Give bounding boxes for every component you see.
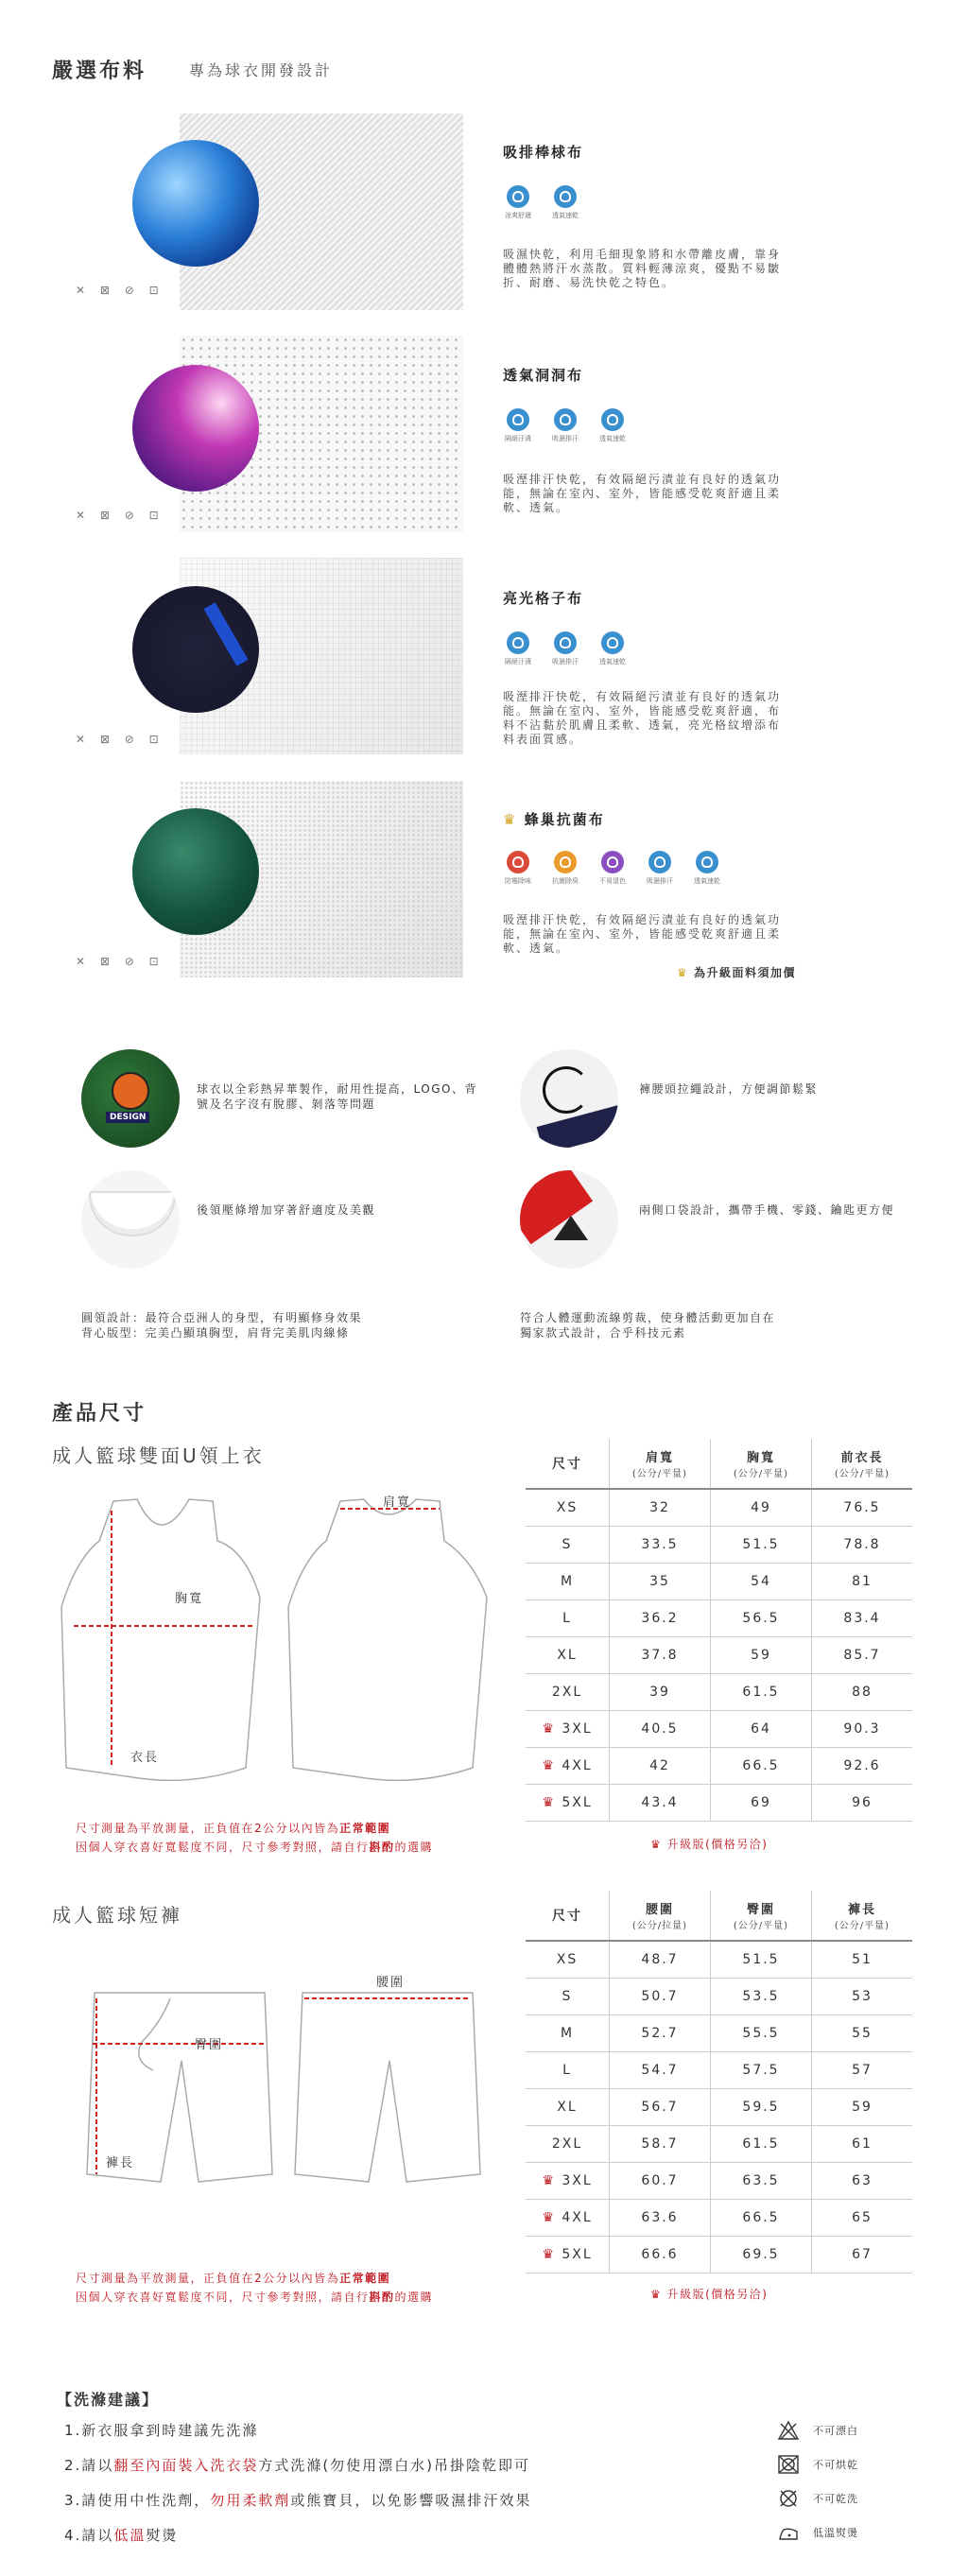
feature-icon: 涼爽舒適 <box>499 185 537 220</box>
feature-text: 兩側口袋設計，攜帶手機、零錢、鑰匙更方便 <box>639 1203 895 1217</box>
value-cell: 53.5 <box>711 1979 812 2015</box>
value-cell: 56.5 <box>711 1600 812 1637</box>
value-cell: 59 <box>711 1637 812 1674</box>
value-cell: 78.8 <box>812 1527 913 1564</box>
fabric-swatch-2 <box>132 365 259 492</box>
table-row <box>526 2126 912 2163</box>
label-shoulder: 肩寬 <box>383 1495 412 1510</box>
table-row <box>526 2200 912 2237</box>
label-hip: 臀圍 <box>195 2038 224 2052</box>
fabric-icons <box>499 631 631 666</box>
value-cell: 36.2 <box>610 1600 711 1637</box>
wash-item: 1.新衣服拿到時建議先洗滌 <box>64 2422 259 2439</box>
value-cell: 66.6 <box>610 2237 711 2273</box>
value-cell: 53 <box>812 1979 913 2015</box>
value-cell: 39 <box>610 1674 711 1711</box>
wash-title: 【洗滌建議】 <box>57 2391 160 2409</box>
size-cell: XS <box>526 1941 610 1979</box>
fabric-title: 蜂巢抗菌布 <box>524 811 605 828</box>
size-cell: M <box>526 2015 610 2052</box>
fabric-icons <box>499 185 584 220</box>
page-title: 嚴選布料 <box>52 60 147 83</box>
feature-icon: 隔絕汙漬 <box>499 631 537 666</box>
size-section-title: 產品尺寸 <box>52 1402 147 1426</box>
crown-icon: ♛ <box>542 1795 562 1810</box>
feature-icon: 透氣速乾 <box>688 851 726 886</box>
size-cell: XS <box>526 1489 610 1527</box>
value-cell: 83.4 <box>812 1600 913 1637</box>
label-pants-length: 褲長 <box>106 2156 135 2170</box>
wash-item: 3.請使用中性洗劑，勿用柔軟劑或熊寶貝，以免影響吸濕排汗效果 <box>64 2492 532 2509</box>
crown-icon: ♛ <box>542 2247 562 2262</box>
fabric-description: 吸濕快乾，利用毛細現象將和水帶離皮膚，靠身體體熱將汗水蒸散。質料輕薄涼爽，優點不易皺折、耐磨、易洗快乾之特色。 <box>503 248 782 289</box>
value-cell: 54.7 <box>610 2052 711 2089</box>
table-row <box>526 1600 912 1637</box>
no-bleach-icon <box>777 2420 800 2441</box>
value-cell: 54 <box>711 1564 812 1600</box>
fabric-swatch-4 <box>132 808 259 935</box>
fabric-icons <box>499 851 726 886</box>
value-cell: 88 <box>812 1674 913 1711</box>
design-badge: DESIGN <box>106 1112 149 1123</box>
value-cell: 65 <box>812 2200 913 2237</box>
feature-icon: 吸濕排汗 <box>546 631 584 666</box>
feature-icon: 透氣速乾 <box>594 631 631 666</box>
table-header: 尺寸 肩寬 (公分/平量) 胸寬 (公分/平量) 前衣長 (公分/平量) <box>526 1439 912 1489</box>
table-row <box>526 1711 912 1748</box>
value-cell: 85.7 <box>812 1637 913 1674</box>
value-cell: 51.5 <box>711 1941 812 1979</box>
crown-icon: ♛ <box>542 1721 562 1737</box>
feature-image-collar <box>81 1170 180 1269</box>
table-header: 尺寸 腰圍 (公分/拉量) 臀圍 (公分/平量) 褲長 (公分/平量) <box>526 1891 912 1941</box>
size-cell: ♛ 4XL <box>526 1748 610 1785</box>
value-cell: 59.5 <box>711 2089 812 2126</box>
size-cell: XL <box>526 2089 610 2126</box>
value-cell: 43.4 <box>610 1785 711 1822</box>
fabric-title-row <box>503 809 605 829</box>
care-low-iron: 低溫熨燙 <box>777 2522 858 2543</box>
value-cell: 64 <box>711 1711 812 1748</box>
value-cell: 63 <box>812 2163 913 2200</box>
value-cell: 52.7 <box>610 2015 711 2052</box>
fabric-title: 透氣洞洞布 <box>503 367 584 384</box>
crown-icon: ♛ <box>542 2173 562 2188</box>
table-row <box>526 2163 912 2200</box>
table-row <box>526 1527 912 1564</box>
top-subtitle: 成人籃球雙面U領上衣 <box>52 1444 265 1467</box>
value-cell: 66.5 <box>711 2200 812 2237</box>
crown-icon: ♛ <box>650 1838 663 1851</box>
wash-item: 2.請以翻至內面裝入洗衣袋方式洗滌(勿使用漂白水)吊掛陰乾即可 <box>64 2457 531 2474</box>
upgrade-note: ♛ 為升級面料須加價 <box>677 966 796 979</box>
value-cell: 58.7 <box>610 2126 711 2163</box>
shorts-subtitle: 成人籃球短褲 <box>52 1904 182 1927</box>
wash-item: 4.請以低溫熨燙 <box>64 2527 179 2544</box>
size-cell: ♛ 4XL <box>526 2200 610 2237</box>
value-cell: 66.5 <box>711 1748 812 1785</box>
fabric-description: 吸溼排汗快乾，有效隔絕污漬並有良好的透氣功能，無論在室內、室外，皆能感受乾爽舒適且柔軟、透氣。 <box>503 473 782 514</box>
table-row <box>526 2237 912 2273</box>
value-cell: 51 <box>812 1941 913 1979</box>
value-cell: 37.8 <box>610 1637 711 1674</box>
feature-icon: 透氣速乾 <box>594 408 631 443</box>
value-cell: 59 <box>812 2089 913 2126</box>
value-cell: 60.7 <box>610 2163 711 2200</box>
crown-icon: ♛ <box>650 2288 663 2301</box>
feature-text: 後領壓條增加穿著舒適度及美觀 <box>197 1203 376 1217</box>
label-chest: 胸寬 <box>175 1592 204 1606</box>
value-cell: 56.7 <box>610 2089 711 2126</box>
fabric-title: 亮光格子布 <box>503 590 584 607</box>
value-cell: 33.5 <box>610 1527 711 1564</box>
fabric-description: 吸溼排汗快乾，有效隔絕污漬並有良好的透氣功能。無論在室內、室外，皆能感受乾爽舒適，布料不沾黏於肌膚且柔軟、透氣，亮光格紋增添布料表面質感。 <box>503 690 782 746</box>
value-cell: 69.5 <box>711 2237 812 2273</box>
care-icons-small: ✕ ⊠ ⊘ ⊡ <box>76 509 164 522</box>
jersey-diagram <box>57 1484 510 1796</box>
iron-low-icon <box>777 2522 800 2543</box>
size-cell: ♛ 5XL <box>526 2237 610 2273</box>
feature-icon: 吸濕排汗 <box>641 851 679 886</box>
value-cell: 50.7 <box>610 1979 711 2015</box>
table-row <box>526 2052 912 2089</box>
size-cell: 2XL <box>526 2126 610 2163</box>
value-cell: 92.6 <box>812 1748 913 1785</box>
page-subtitle: 專為球衣開發設計 <box>189 61 334 79</box>
table-row <box>526 1674 912 1711</box>
value-cell: 96 <box>812 1785 913 1822</box>
size-note-top: 尺寸測量為平放測量，正負值在2公分以內皆為正常範圍 因個人穿衣喜好寬鬆度不同，尺寸參考對照，請自行斟酌的選購 <box>76 1822 434 1854</box>
table-row <box>526 1637 912 1674</box>
care-no-dry-clean: 不可乾洗 <box>777 2488 858 2509</box>
table-row <box>526 1785 912 1822</box>
table-row <box>526 1979 912 2015</box>
basketball-icon <box>112 1072 149 1110</box>
value-cell: 49 <box>711 1489 812 1527</box>
value-cell: 48.7 <box>610 1941 711 1979</box>
size-cell: S <box>526 1527 610 1564</box>
feature-icon: 抗菌除臭 <box>546 851 584 886</box>
fabric-description: 吸溼排汗快乾，有效隔絕污漬並有良好的透氣功能，無論在室內、室外，皆能感受乾爽舒適且柔軟、透氣。 <box>503 913 782 955</box>
design-note-left: 圓領設計：最符合亞洲人的身型，有明顯修身效果 背心版型：完美凸顯瑱胸型，肩背完美肌肉線條 <box>81 1311 363 1340</box>
size-cell: XL <box>526 1637 610 1674</box>
no-dry-clean-icon <box>777 2488 800 2509</box>
crown-icon: ♛ <box>503 811 518 828</box>
feature-icon: 防霉除味 <box>499 851 537 886</box>
feature-image-pocket <box>520 1170 618 1269</box>
table-row <box>526 2015 912 2052</box>
value-cell: 57.5 <box>711 2052 812 2089</box>
table-row <box>526 1489 912 1527</box>
size-cell: ♛ 3XL <box>526 2163 610 2200</box>
no-tumble-dry-icon <box>777 2454 800 2475</box>
value-cell: 32 <box>610 1489 711 1527</box>
value-cell: 40.5 <box>610 1711 711 1748</box>
fabric-title: 吸排棒梂布 <box>503 144 584 161</box>
upgrade-label-shorts: ♛ 升級版(價格另洽) <box>650 2288 769 2301</box>
feature-icon: 不易退色 <box>594 851 631 886</box>
feature-image-drawstring <box>520 1049 618 1148</box>
value-cell: 76.5 <box>812 1489 913 1527</box>
size-table-shorts <box>526 1891 912 2273</box>
table-row <box>526 2089 912 2126</box>
care-icons-small: ✕ ⊠ ⊘ ⊡ <box>76 733 164 746</box>
care-no-bleach: 不可漂白 <box>777 2420 858 2441</box>
value-cell: 55.5 <box>711 2015 812 2052</box>
value-cell: 57 <box>812 2052 913 2089</box>
value-cell: 55 <box>812 2015 913 2052</box>
feature-icon: 吸濕排汗 <box>546 408 584 443</box>
value-cell: 63.6 <box>610 2200 711 2237</box>
value-cell: 61.5 <box>711 1674 812 1711</box>
feature-image-print <box>81 1049 180 1148</box>
feature-icon: 透氣速乾 <box>546 185 584 220</box>
value-cell: 63.5 <box>711 2163 812 2200</box>
value-cell: 61 <box>812 2126 913 2163</box>
feature-text: 球衣以全彩熱昇華製作，耐用性提高，LOGO、背號及名字沒有脫膠、剝落等問題 <box>197 1082 477 1111</box>
size-cell: M <box>526 1564 610 1600</box>
size-cell: 2XL <box>526 1674 610 1711</box>
label-waist: 腰圍 <box>376 1976 406 1990</box>
size-cell: L <box>526 1600 610 1637</box>
label-length: 衣長 <box>130 1751 160 1765</box>
table-row <box>526 1941 912 1979</box>
fabric-swatch-1 <box>132 140 259 267</box>
feature-text: 褲腰頭拉繩設計，方便調節鬆緊 <box>639 1082 819 1096</box>
crown-icon: ♛ <box>542 2210 562 2225</box>
size-cell: S <box>526 1979 610 2015</box>
value-cell: 90.3 <box>812 1711 913 1748</box>
wash-list <box>64 2420 531 2545</box>
table-row <box>526 1748 912 1785</box>
size-note-shorts: 尺寸測量為平放測量，正負值在2公分以內皆為正常範圍 因個人穿衣喜好寬鬆度不同，尺寸參考對照，請自行斟酌的選購 <box>76 2272 434 2304</box>
size-table-top <box>526 1439 912 1822</box>
value-cell: 51.5 <box>711 1527 812 1564</box>
care-icons-small: ✕ ⊠ ⊘ ⊡ <box>76 284 164 297</box>
value-cell: 35 <box>610 1564 711 1600</box>
crown-icon: ♛ <box>542 1758 562 1773</box>
feature-icon: 隔絕汙漬 <box>499 408 537 443</box>
care-icons-small: ✕ ⊠ ⊘ ⊡ <box>76 955 164 968</box>
value-cell: 42 <box>610 1748 711 1785</box>
size-cell: ♛ 3XL <box>526 1711 610 1748</box>
upgrade-label-top: ♛ 升級版(價格另洽) <box>650 1838 769 1851</box>
crown-icon: ♛ <box>677 966 689 979</box>
value-cell: 81 <box>812 1564 913 1600</box>
fabric-icons <box>499 408 631 443</box>
drawstring-icon <box>543 1066 590 1114</box>
value-cell: 69 <box>711 1785 812 1822</box>
size-cell: L <box>526 2052 610 2089</box>
table-row <box>526 1564 912 1600</box>
value-cell: 61.5 <box>711 2126 812 2163</box>
fabric-swatch-3 <box>132 586 259 713</box>
care-no-tumble-dry: 不可烘乾 <box>777 2454 858 2475</box>
size-cell: ♛ 5XL <box>526 1785 610 1822</box>
design-note-right: 符合人體運動流線剪裁，使身體活動更加自在 獨家款式設計，合乎科技元素 <box>520 1311 776 1340</box>
value-cell: 67 <box>812 2237 913 2273</box>
